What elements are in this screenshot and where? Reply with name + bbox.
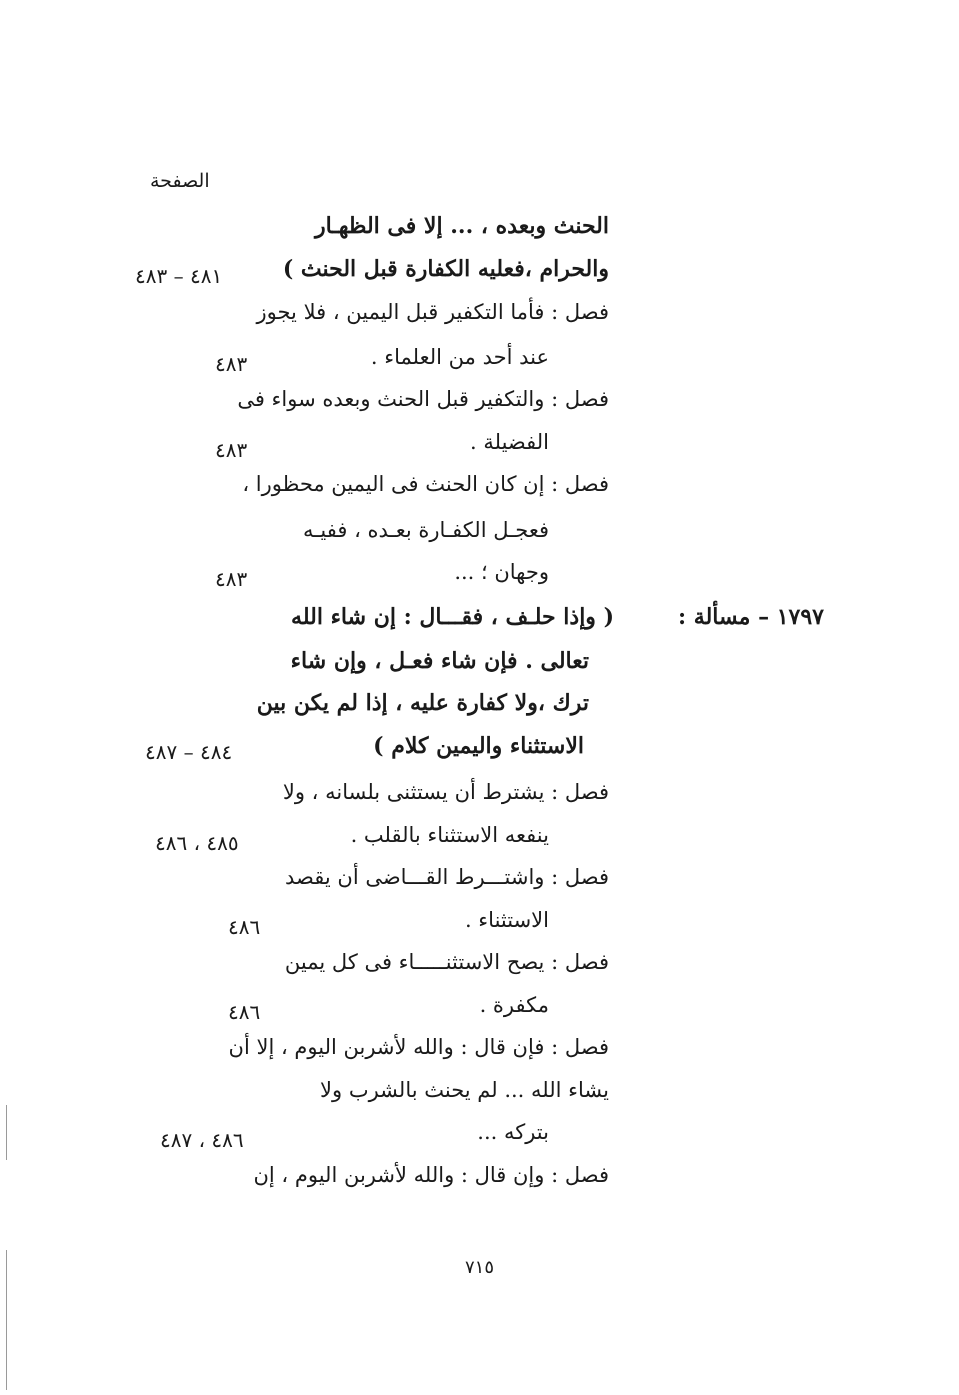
masala-number: ١٧٩٧ – مسألة : <box>678 604 824 630</box>
page-ref-1: ٤٨١ – ٤٨٣ <box>135 264 223 288</box>
entry-line-16: فصل : واشتـــرط القـــاضى أن يقصد <box>285 865 609 889</box>
page-column-header: الصفحة <box>150 170 210 192</box>
entry-line-13: الاستثناء واليمين كلام ) <box>373 733 584 759</box>
entry-line-12: ترك ،ولا كفارة عليه ، إذا لم يكن بين <box>256 690 589 716</box>
entry-line-8: فعجـل الكفـارة بعـده ، ففيـه <box>303 518 549 542</box>
page-ref-2: ٤٨٣ <box>215 352 248 376</box>
page-ref-3: ٤٨٣ <box>215 438 248 462</box>
entry-line-20: فصل : فإن قال : والله لأشربن اليوم ، إلا أن <box>228 1035 609 1059</box>
entry-line-7: فصل : إن كان الحنث فى اليمين محظورا ، <box>242 472 609 496</box>
entry-line-22: بتركه ... <box>477 1120 549 1144</box>
entry-line-6: الفضيلة . <box>470 430 549 454</box>
entry-line-23: فصل : وإن قال : والله لأشربن اليوم ، إن <box>253 1163 609 1187</box>
scan-edge-mark <box>6 1105 7 1160</box>
page-ref-8: ٤٨٦ <box>228 1000 261 1024</box>
entry-line-10: ( وإذا حلـف ، فقـــال : إن شاء الله <box>291 604 614 630</box>
entry-line-4: عند أحد من العلماء . <box>370 345 549 369</box>
entry-line-17: الاستثناء . <box>464 908 549 932</box>
entry-line-2: والحرام ،فعليه الكفارة قبل الحنث ) <box>282 256 609 282</box>
page-ref-6: ٤٨٥ ، ٤٨٦ <box>155 831 239 855</box>
entry-line-19: مكفرة . <box>479 993 549 1017</box>
entry-line-11: تعالى . فإن شاء فعـل ، وإن شاء <box>290 648 589 674</box>
scan-edge-mark <box>6 1250 7 1390</box>
entry-line-15: ينفعه الاستثناء بالقلب . <box>350 823 549 847</box>
page-number: ٧١٥ <box>464 1257 494 1278</box>
entry-line-9: وجهان ؛ ... <box>454 560 549 584</box>
page-ref-7: ٤٨٦ <box>228 915 261 939</box>
page-ref-5: ٤٨٤ – ٤٨٧ <box>145 740 233 764</box>
entry-line-18: فصل : يصح الاستثنـــــاء فى كل يمين <box>284 950 609 974</box>
page-ref-4: ٤٨٣ <box>215 567 248 591</box>
entry-line-3: فصل : فأما التكفير قبل اليمين ، فلا يجوز <box>256 300 609 324</box>
entry-line-5: فصل : والتكفير قبل الحنث وبعده سواء فى <box>237 387 609 411</box>
entry-line-21: يشاء الله ... لم يحنث بالشرب ولا <box>320 1078 609 1102</box>
page-ref-9: ٤٨٦ ، ٤٨٧ <box>160 1128 244 1152</box>
entry-line-14: فصل : يشترط أن يستثنى بلسانه ، ولا <box>282 780 609 804</box>
entry-line-1: الحنث وبعده ، ... إلا فى الظهـار <box>314 213 609 239</box>
